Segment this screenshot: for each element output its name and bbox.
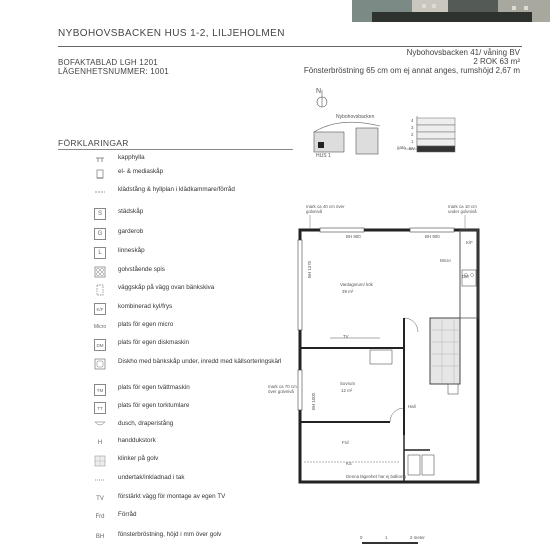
sink-icon [94, 358, 106, 370]
shower-icon [94, 420, 106, 432]
legend-item: TT plats för egen torktumlare [58, 401, 298, 415]
room-bedroom: Sovrum [340, 381, 356, 386]
site-street: Nybohovsbacken [336, 114, 375, 120]
address: Nybohovsbacken 41/ våning BV [406, 48, 520, 57]
mark-right-top: mark ca 10 cm under golvnivå [448, 204, 477, 214]
mark-left-mid: mark ca 70 cm över golvnivå [268, 384, 297, 394]
ks-marker: KS [346, 461, 352, 466]
legend-item: dusch, draperistång [58, 419, 298, 433]
compass-label: N [316, 88, 322, 95]
tv-marker: TV [343, 334, 349, 339]
bh-left: BH 900 [346, 234, 361, 239]
micro-marker: Micro [440, 258, 451, 263]
project-title: NYBOHOVSBACKEN HUS 1-2, LILJEHOLMEN [58, 28, 285, 39]
legend-heading: FÖRKLARINGAR [58, 138, 129, 148]
stove-icon [94, 266, 106, 278]
balcony-note: Denna lägenhet har ej balkong [346, 474, 406, 479]
window-sill-icon: BH [95, 534, 105, 540]
scale-0: 0 [360, 535, 363, 540]
legend-divider [58, 149, 293, 150]
legend-item: DM plats för egen diskmaskin [58, 338, 298, 352]
apartment-size: 2 ROK 63 m² [473, 57, 520, 66]
apartment-number: LÄGENHETSNUMMER: 1001 [58, 67, 169, 76]
bh-side-lower: BH 1000 [311, 392, 316, 410]
legend-item: golvstående spis [58, 265, 298, 279]
scale-bar [362, 542, 418, 544]
dishwasher-marker: DM [462, 274, 469, 279]
bh-side-upper: BH 1370 [307, 260, 312, 278]
storage-icon: Frd [95, 514, 105, 520]
building-photo [352, 0, 550, 22]
legend-item: klädstång & hyllplan i klädkammare/förråd [58, 185, 298, 199]
floor-1: 1 [411, 139, 414, 144]
tumble-dryer-icon: TT [94, 402, 106, 414]
tile-floor-icon [94, 455, 106, 467]
ceiling-icon [94, 474, 106, 486]
legend-item: klinker på golv [58, 454, 298, 468]
floor-4: 4 [411, 118, 414, 123]
legend-item: undertak/inkladnad i tak [58, 473, 298, 487]
bh-right: BH 900 [425, 234, 440, 239]
doc-type: BOFAKTABLAD LGH 1201 [58, 58, 158, 67]
dishwasher-icon: DM [94, 339, 106, 351]
legend-item: Frd Förråd [58, 510, 298, 524]
room-living: Vardagsrum/ kök [340, 282, 373, 287]
legend-item: K/F kombinerad kyl/frys [58, 302, 298, 316]
scale-1: 1 [385, 535, 388, 540]
coat-rack-icon [94, 154, 106, 166]
wardrobe-icon: G [94, 228, 106, 240]
electrical-cabinet-icon [94, 168, 106, 180]
scale-2: 2 meter [410, 535, 425, 540]
clothes-rail-icon [94, 186, 106, 198]
room-storage: Frd [342, 440, 349, 445]
legend-item: Micro plats för egen micro [58, 320, 298, 334]
washing-machine-icon: TM [94, 384, 106, 396]
cleaning-closet-icon: S [94, 208, 106, 220]
legend-item: H handdukstork [58, 436, 298, 450]
legend-item: väggskåp på vägg ovan bänkskiva [58, 283, 298, 297]
legend-item: el- & mediaskåp [58, 167, 298, 181]
tv-wall-icon: TV [96, 496, 104, 502]
linen-closet-icon: L [94, 247, 106, 259]
floor-2: 2 [411, 132, 414, 137]
window-note: Fönsterbröstning 65 cm om ej annat anges, rumshöjd 2,67 m [303, 66, 520, 75]
legend-item: TV förstärkt vägg för montage av egen TV [58, 492, 298, 506]
floor-bv: BV [409, 146, 415, 151]
floor-3: 3 [411, 125, 414, 130]
mark-left-top: mark ca 40 cm över golvnivå [306, 204, 345, 214]
microwave-icon: Micro [93, 324, 107, 330]
header-divider [58, 46, 522, 47]
legend-item: L linneskåp [58, 246, 298, 260]
legend-item: Diskho med bänkskåp under, inredd med källsorteringskärl [58, 357, 298, 371]
legend-item: G garderob [58, 227, 298, 241]
fridge-marker: K/F [466, 240, 473, 245]
wall-cabinet-icon [94, 284, 106, 296]
room-living-area: 39 m² [342, 289, 354, 294]
legend-item: TM plats för egen tvättmaskin [58, 383, 298, 397]
site-floor-label: gata [397, 145, 406, 150]
legend-item: kapphylla [58, 153, 298, 167]
room-bedroom-area: 12 m² [341, 388, 353, 393]
site-house-label: HUS 1 [316, 153, 331, 159]
legend-item: BH fönsterbröstning, höjd i mm över golv [58, 530, 298, 544]
fridge-freezer-icon: K/F [94, 303, 106, 315]
floor-plan [290, 200, 495, 500]
towel-warmer-icon: H [97, 440, 103, 446]
legend-item: S städskåp [58, 207, 298, 221]
site-plan [300, 88, 460, 160]
room-hall: Hall [408, 404, 416, 409]
